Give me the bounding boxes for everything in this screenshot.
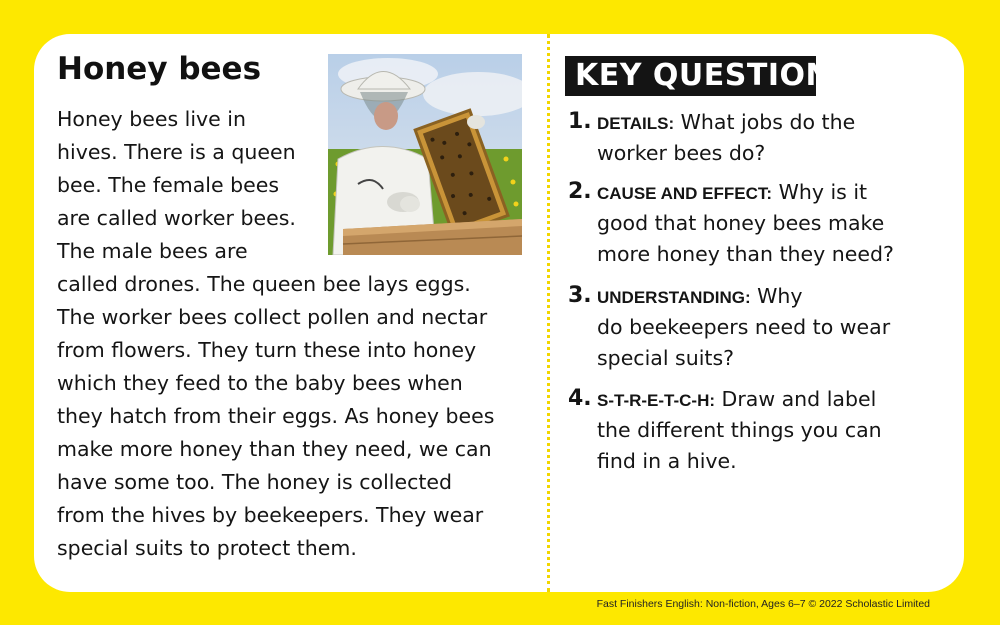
question-text: find in a hive.	[597, 449, 737, 473]
passage-line: hives. There is a queen	[57, 140, 296, 164]
question-text: Why is it	[772, 180, 868, 204]
question-text: special suits?	[597, 346, 735, 370]
question-label: DETAILS:	[597, 114, 675, 133]
question-text: more honey than they need?	[597, 242, 894, 266]
passage-line: are called worker bees.	[57, 206, 296, 230]
passage-body	[57, 103, 537, 565]
question-label: S-T-R-E-T-C-H:	[597, 391, 716, 410]
question-text: worker bees do?	[597, 141, 766, 165]
passage-line: Honey bees live in	[57, 107, 246, 131]
question-text: do beekeepers need to wear	[597, 315, 891, 339]
question-text: What jobs do the	[674, 110, 856, 134]
question-number: 1.	[568, 109, 592, 134]
dotted-divider	[547, 34, 550, 592]
passage-line: The male bees are	[57, 239, 248, 263]
question-text: Draw and label	[715, 387, 877, 411]
question-text: good that honey bees make	[597, 211, 885, 235]
key-questions-heading: KEY QUESTIONS	[575, 58, 854, 93]
passage-line: make more honey than they need, we can	[57, 437, 492, 461]
question-number: 3.	[568, 283, 592, 308]
passage-line: from the hives by beekeepers. They wear	[57, 503, 484, 527]
question-number: 4.	[568, 386, 592, 411]
question-label: UNDERSTANDING:	[597, 288, 751, 307]
passage-line: bee. The female bees	[57, 173, 280, 197]
passage-line: The worker bees collect pollen and nectar	[57, 305, 488, 329]
passage-line: from flowers. They turn these into honey	[57, 338, 477, 362]
passage-line: called drones. The queen bee lays eggs.	[57, 272, 471, 296]
question-text: Why	[750, 284, 803, 308]
passage-title: Honey bees	[57, 51, 262, 87]
passage-line: have some too. The honey is collected	[57, 470, 453, 494]
question-text: the different things you can	[597, 418, 882, 442]
question-number: 2.	[568, 179, 592, 204]
passage-line: special suits to protect them.	[57, 536, 357, 560]
question-label: CAUSE AND EFFECT:	[597, 184, 773, 203]
passage-line: which they feed to the baby bees when	[57, 371, 463, 395]
passage-line: they hatch from their eggs. As honey bees	[57, 404, 495, 428]
copyright-footer: Fast Finishers English: Non-fiction, Ages 6–7 © 2022 Scholastic Limited	[596, 598, 930, 610]
